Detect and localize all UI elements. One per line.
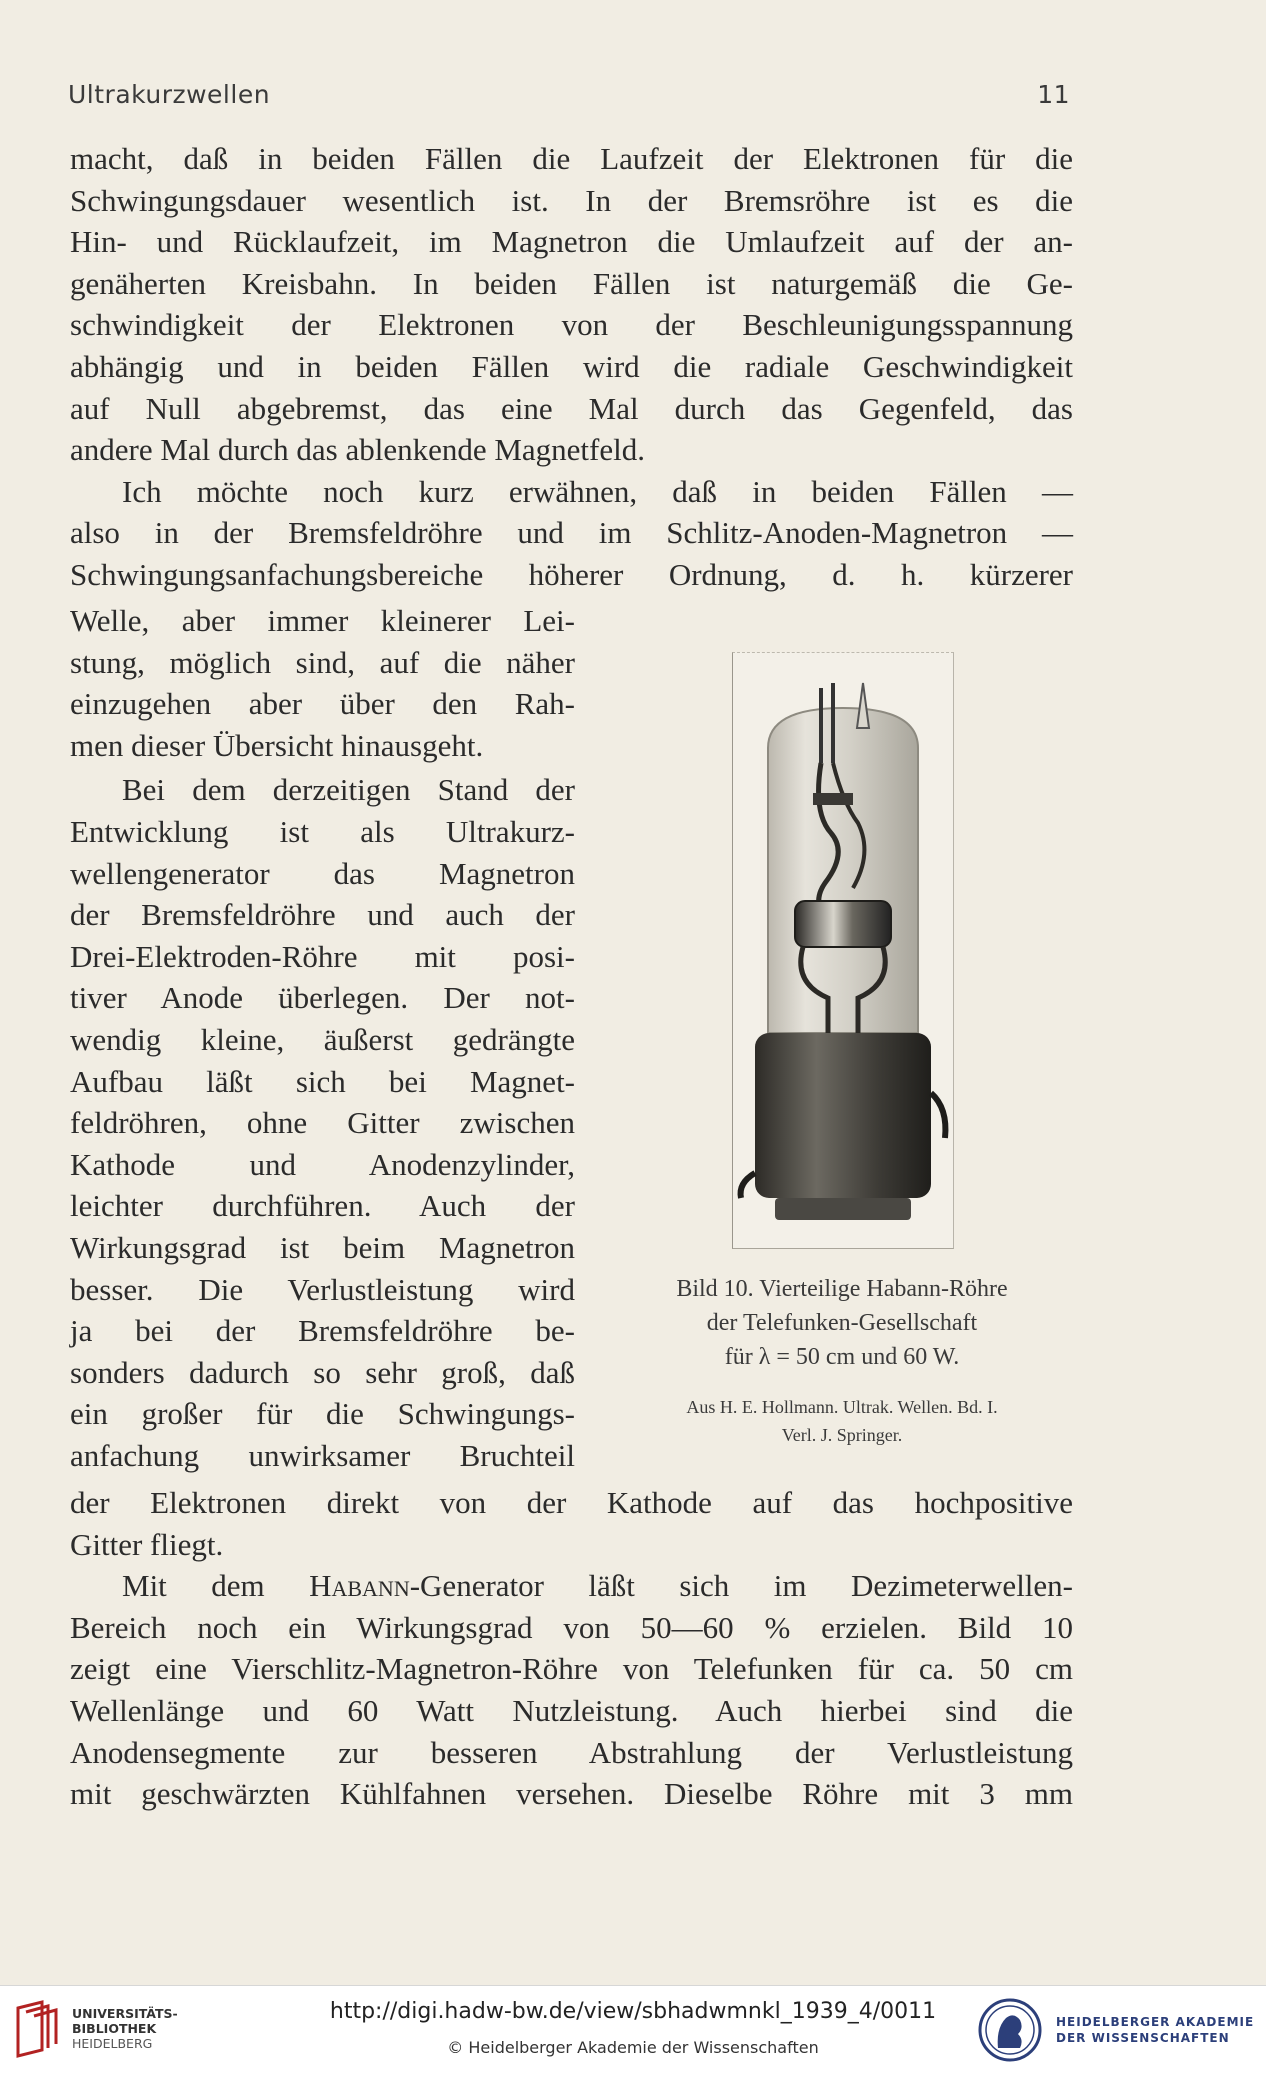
paragraph-continuation — [70, 1482, 1073, 1815]
text-line: andere Mal durch das ablenkende Magnetfeld. — [70, 432, 645, 468]
page-number: 11 — [1037, 80, 1070, 109]
name-habann: Habann — [309, 1568, 410, 1604]
text-line: Gitter fliegt. — [70, 1526, 224, 1562]
text-line: Schwingungsanfachungsbereiche höherer Ordnung, d. h. kürzerer — [70, 556, 1073, 592]
text-line: Wellenlänge und 60 Watt Nutzleistung. Auch hierbei sind die — [70, 1692, 1073, 1728]
text-line: der Bremsfeldröhre und auch der — [70, 897, 575, 933]
text-line: besser. Die Verlustleistung wird — [70, 1271, 575, 1307]
text-line: auf Null abgebremst, das eine Mal durch das Gegenfeld, das — [70, 390, 1073, 426]
text-line: einzugehen aber über den Rah- — [70, 686, 575, 722]
figure-photo — [732, 652, 954, 1249]
figure-caption — [612, 1272, 1072, 1374]
text-line: Ich möchte noch kurz erwähnen, daß in beiden Fällen — — [122, 473, 1073, 509]
text-line: Mit dem Habann-Generator läßt sich im Dezimeterwellen- — [122, 1568, 1073, 1604]
text-line: Wirkungsgrad ist beim Magnetron — [70, 1229, 575, 1265]
text-line: leichter durchführen. Auch der — [70, 1188, 575, 1224]
text-line: Hin- und Rücklaufzeit, im Magnetron die Umlaufzeit auf der an- — [70, 224, 1073, 260]
text-line: Schwingungsdauer wesentlich ist. In der Bremsröhre ist es die — [70, 182, 1073, 218]
text-line: Welle, aber immer kleinerer Lei- — [70, 603, 575, 638]
running-head — [68, 80, 1070, 109]
academy-seal-icon[interactable] — [976, 1994, 1044, 2066]
copyright-notice: © Heidelberger Akademie der Wissenschaften — [447, 2038, 819, 2057]
text-line: wendig kleine, äußerst gedrängte — [70, 1021, 575, 1057]
text-line: der Elektronen direkt von der Kathode auf das hochpositive — [70, 1485, 1073, 1520]
text-line: Entwicklung ist als Ultrakurz- — [70, 813, 575, 849]
text-line: Bereich noch ein Wirkungsgrad von 50—60 % erzielen. Bild 10 — [70, 1609, 1073, 1645]
text-line: wellengenerator das Magnetron — [70, 855, 575, 891]
text-line: Aufbau läßt sich bei Magnet- — [70, 1063, 575, 1099]
permalink-url[interactable]: http://digi.hadw-bw.de/view/sbhadwmnkl_1939_4/0011 — [329, 1999, 937, 2024]
academy-name[interactable]: HEIDELBERGER AKADEMIE DER WISSENSCHAFTEN — [1056, 2015, 1255, 2045]
text-line: Anodensegmente zur besseren Abstrahlung der Verlustleistung — [70, 1734, 1073, 1770]
text-line: macht, daß in beiden Fällen die Laufzeit der Elektronen für die — [70, 141, 1073, 176]
text-line: schwindigkeit der Elektronen von der Beschleunigungsspannung — [70, 307, 1073, 343]
text-line: ja bei der Bremsfeldröhre be- — [70, 1313, 575, 1349]
text-line: men dieser Übersicht hinausgeht. — [70, 727, 484, 763]
text-line: feldröhren, ohne Gitter zwischen — [70, 1105, 575, 1141]
source-line: Verl. J. Springer. — [781, 1425, 903, 1445]
footer-bar — [0, 1985, 1266, 2079]
text-line: mit geschwärzten Kühlfahnen versehen. Dieselbe Röhre mit 3 mm — [70, 1776, 1073, 1812]
text-line: also in der Bremsfeldröhre und im Schlitz-Anoden-Magnetron — — [70, 515, 1073, 551]
caption-line: Bild 10. Vierteilige Habann-Röhre — [676, 1276, 1008, 1302]
text-line: Drei-Elektroden-Röhre mit posi- — [70, 938, 575, 974]
text-line: anfachung unwirksamer Bruchteil — [70, 1437, 575, 1473]
paragraph-1 — [70, 138, 1073, 596]
text-line: genäherten Kreisbahn. In beiden Fällen ist naturgemäß die Ge- — [70, 265, 1073, 301]
text-line: Bei dem derzeitigen Stand der — [122, 772, 575, 808]
university-library-name[interactable]: UNIVERSITÄTS- BIBLIOTHEK HEIDELBERG — [72, 2006, 178, 2051]
running-head-title: Ultrakurzwellen — [68, 80, 271, 109]
text-line: tiver Anode überlegen. Der not- — [70, 980, 575, 1016]
caption-line: der Telefunken-Gesellschaft — [706, 1310, 978, 1336]
caption-line: für λ = 50 cm und 60 W. — [724, 1344, 960, 1370]
magnetron-tube-photo — [733, 653, 953, 1248]
figure-source — [612, 1393, 1072, 1449]
text-line: zeigt eine Vierschlitz-Magnetron-Röhre von Telefunken für ca. 50 cm — [70, 1651, 1073, 1687]
narrow-column — [70, 600, 575, 1476]
text-line: Kathode und Anodenzylinder, — [70, 1146, 575, 1182]
text-line: stung, möglich sind, auf die näher — [70, 644, 575, 680]
source-line: Aus H. E. Hollmann. Ultrak. Wellen. Bd. I. — [686, 1397, 998, 1417]
text-line: sonders dadurch so sehr groß, daß — [70, 1354, 575, 1390]
text-line: abhängig und in beiden Fällen wird die radiale Geschwindigkeit — [70, 348, 1073, 384]
text-line: ein großer für die Schwingungs- — [70, 1396, 575, 1432]
